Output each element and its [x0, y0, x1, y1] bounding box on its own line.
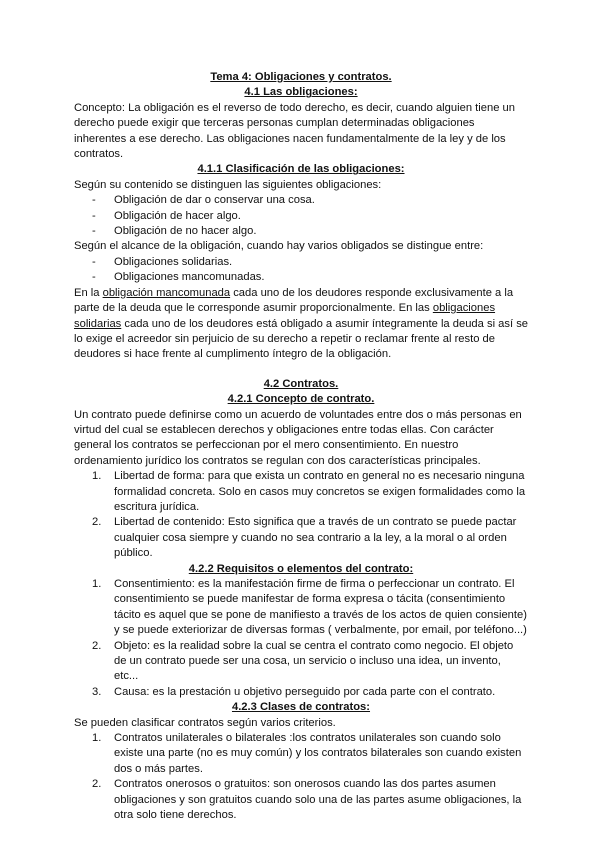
list-item — [92, 685, 528, 700]
list-number: 2. — [92, 516, 102, 529]
list-item — [92, 639, 528, 685]
list-number: 3. — [92, 685, 102, 698]
underlined-term: obligación mancomunada — [102, 286, 231, 299]
list-item: - Obligación de dar o conservar una cosa. — [92, 193, 528, 208]
obligations-paragraph — [74, 286, 528, 363]
list-item — [92, 577, 528, 639]
list-text: Objeto: es la realidad sobre la cual se centra el contrato como negocio. El objeto de un contrato puede ser una cosa, un servicio o incluso una idea, un invento, etc... — [114, 639, 514, 683]
spacer — [74, 363, 528, 377]
list-item: - Obligación de hacer algo. — [92, 209, 528, 224]
list-item — [92, 777, 528, 823]
section-4-2-1-heading: 4.2.1 Concepto de contrato. — [227, 393, 375, 406]
classes-intro: Se pueden clasificar contratos según varios criterios. — [74, 716, 336, 729]
list-item: - Obligaciones solidarias. — [92, 255, 528, 270]
section-4-2-3-heading: 4.2.3 Clases de contratos: — [231, 701, 371, 714]
section-4-2-2-heading: 4.2.2 Requisitos o elementos del contrato: — [188, 562, 414, 575]
contract-definition-paragraph: Un contrato puede definirse como un acuerdo de voluntades entre dos o más personas en virtud del cual se establecen derechos y obligaciones entre todas ellas. Con carácter general los contratos se perfeccionan por el mero consentimiento. En nuestro ordenamiento jurídico los contratos se regulan con dos características principales. — [74, 408, 522, 467]
text-run: cada uno de los deudores responde exclusivamente a la parte de la deuda que le corresponde asumir proporcionalmente. En las — [74, 286, 514, 315]
classes-list — [74, 731, 528, 823]
content-intro: Según su contenido se distinguen las siguientes obligaciones: — [74, 178, 382, 191]
requirements-list — [74, 577, 528, 700]
underlined-term: obligaciones solidarias — [74, 302, 496, 330]
text-run: En la — [74, 286, 103, 299]
list-item — [92, 469, 528, 515]
list-number: 1. — [92, 732, 102, 745]
text-run: cada uno de los deudores está obligado a asumir íntegramente la deuda si así se lo exige el acreedor sin perjuicio de su derecho a repetir o reclamar frente al resto de deudores si hace frente al cumplimento íntegro de la obligación. — [74, 317, 529, 361]
document-title: Tema 4: Obligaciones y contratos. — [210, 71, 392, 83]
list-text: Causa: es la prestación u objetivo perseguido por cada parte con el contrato. — [114, 685, 496, 698]
list-item: - Obligación de no hacer algo. — [92, 224, 528, 239]
list-text: Contratos onerosos o gratuitos: son onerosos cuando las dos partes asumen obligaciones y son gratuitos cuando solo una de las partes asume obligaciones, la otra solo tiene derechos. — [114, 778, 522, 822]
list-text: Libertad de contenido: Esto significa que a través de un contrato se puede pactar cualquier cosa siempre y cuando no sea contrario a la ley, a la moral o al orden público. — [114, 516, 517, 560]
list-text: Libertad de forma: para que exista un contrato en general no es necesario ninguna formalidad concreta. Solo en casos muy concretos se exigen formalidades como la escritura jurídica. — [114, 470, 526, 513]
scope-list — [74, 255, 528, 286]
list-number: 2. — [92, 639, 102, 652]
list-text: Consentimiento: es la manifestación firme de firma o perfeccionar un contrato. El consentimiento se puede manifestar de forma expresa o tácita (consentimiento tácito es aquel que se pone de manifiesto a través de los actos de quien consiente) y se puede exteriorizar de diversas formas ( verbalmente, por email, por teléfono...) — [114, 578, 527, 637]
list-item: - Obligaciones mancomunadas. — [92, 270, 528, 285]
list-item — [92, 731, 528, 777]
section-4-2-heading: 4.2 Contratos. — [263, 377, 339, 390]
section-4-1-1-heading: 4.1.1 Clasificación de las obligaciones: — [197, 163, 405, 176]
list-number: 1. — [92, 578, 102, 590]
scope-intro: Según el alcance de la obligación, cuando hay varios obligados se distingue entre: — [74, 240, 484, 253]
section-4-1-heading: 4.1 Las obligaciones: — [244, 86, 358, 99]
characteristics-list — [74, 469, 528, 561]
content-list — [74, 193, 528, 239]
list-number: 1. — [92, 470, 102, 483]
list-item — [92, 515, 528, 561]
concept-paragraph: Concepto: La obligación es el reverso de todo derecho, es decir, cuando alguien tiene un derecho puede exigir que terceras personas cumplan determinadas obligaciones inherentes a ese derecho. Las obligaciones nacen fundamentalmente de la ley y de los contratos. — [74, 101, 515, 161]
list-number: 2. — [92, 778, 102, 791]
list-text: Contratos unilaterales o bilaterales :los contratos unilaterales son cuando solo existe una parte (no es muy común) y los contratos bilaterales son cuando existen dos o más partes. — [114, 732, 522, 775]
